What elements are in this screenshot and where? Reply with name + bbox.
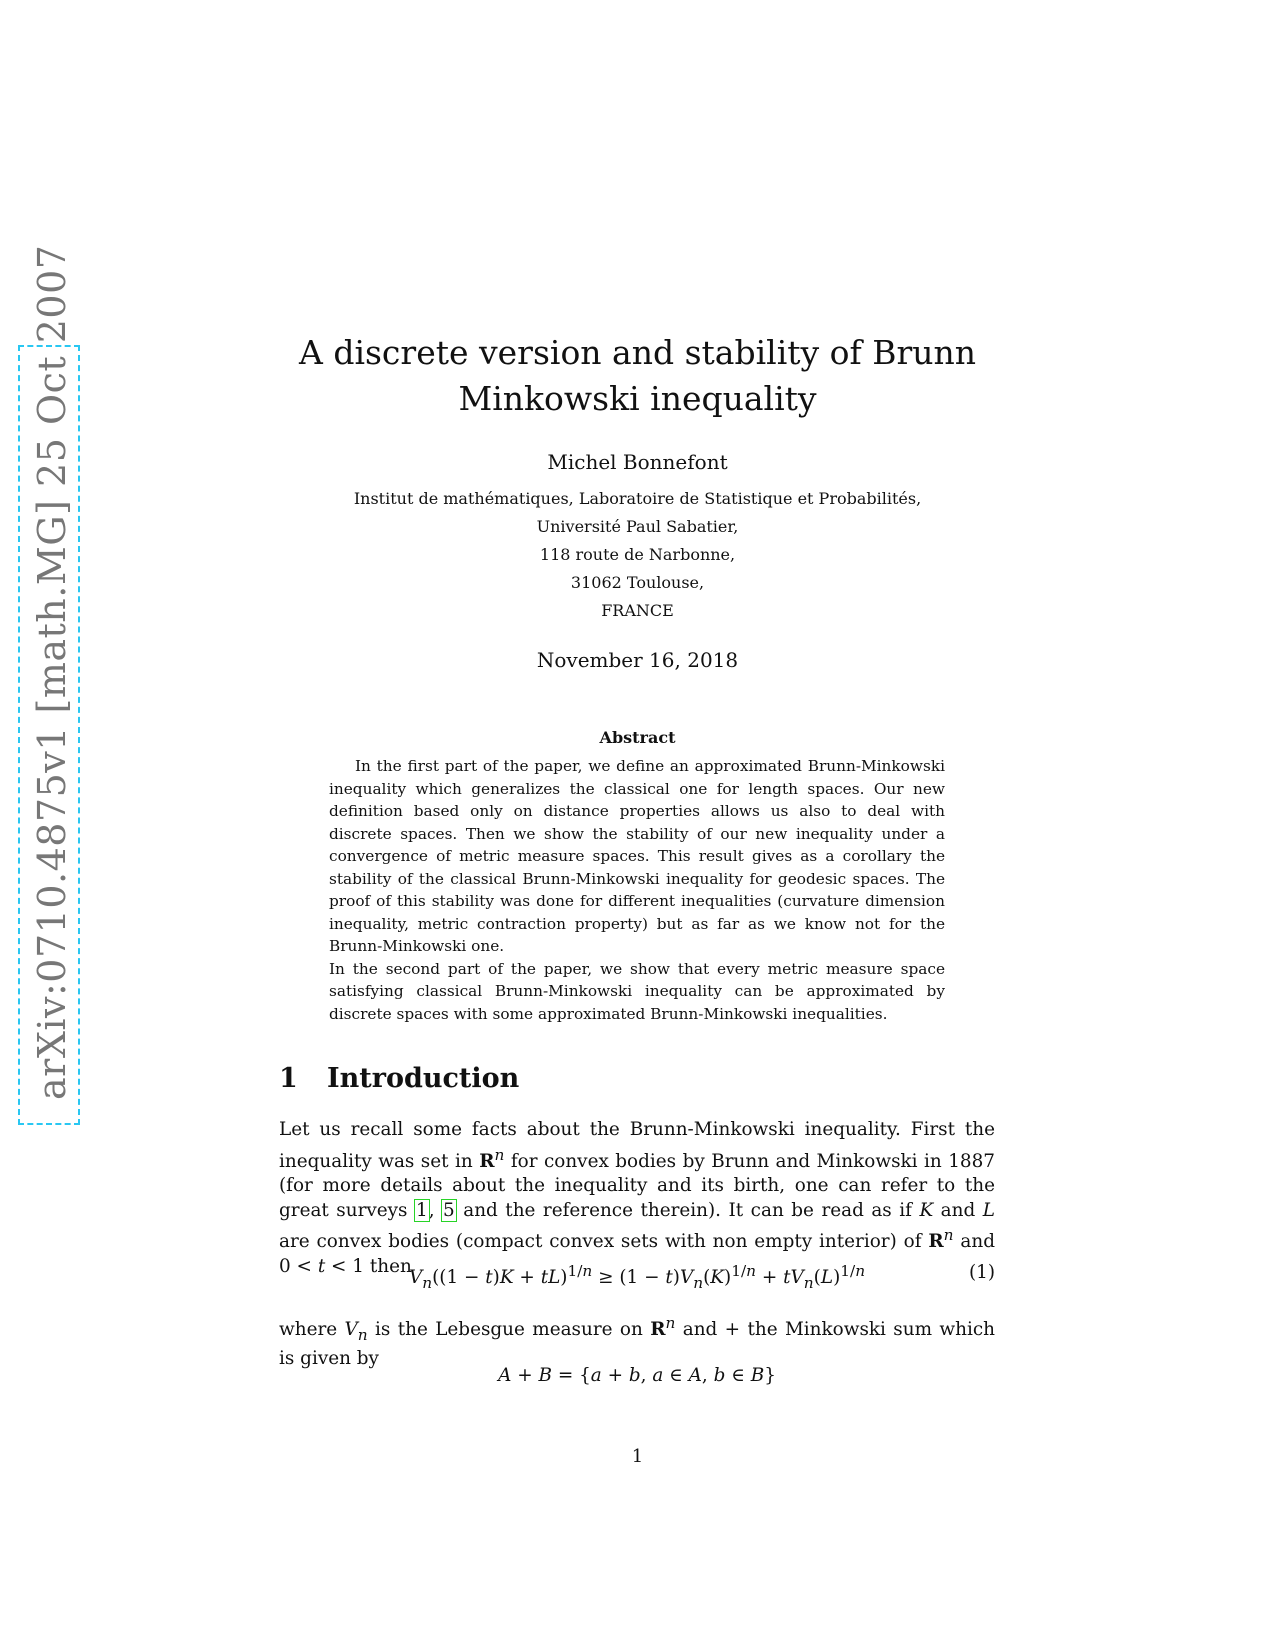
equation-2: A + B = {a + b, a ∈ A, b ∈ B}: [498, 1365, 776, 1386]
affiliation-line: 31062 Toulouse,: [570, 573, 705, 592]
abstract-body: [329, 755, 945, 1025]
section-number: 1: [279, 1063, 298, 1094]
author-name: Michel Bonnefont: [547, 450, 728, 474]
section-heading: [279, 1063, 519, 1094]
paper-date: November 16, 2018: [536, 648, 739, 672]
citation-link[interactable]: 5: [443, 1199, 455, 1221]
abstract-heading: Abstract: [599, 728, 676, 747]
equation-formula: $V_n((1 - t)K + tL)^{1/n} \ge (1 - t)V_n(K)^{1/n} + tV_n(L)^{1/n}$: [408, 1262, 866, 1292]
affiliation: [270, 485, 1005, 625]
abstract-paragraph: In the second part of the paper, we show that every metric measure space satisfying classical Brunn-Minkowski inequality can be approximated by discrete spaces with some approximated Brunn-Minkowski inequalities.: [329, 959, 945, 1023]
body-paragraph: where $V_n$ is the Lebesgue measure on $R^n$ and + the Minkowski sum which is given by: [279, 1314, 995, 1370]
citation-link[interactable]: 1: [415, 1199, 428, 1221]
page-number: 1: [631, 1446, 644, 1467]
affiliation-line: Université Paul Sabatier,: [536, 517, 739, 536]
section-title: Introduction: [327, 1063, 520, 1094]
abstract-paragraph: In the first part of the paper, we define an approximated Brunn-Minkowski inequality which generalizes the classical one for length spaces. Our new definition based only on distance properties allows us also to deal with discrete spaces. Then we show the stability of our new inequality under a convergence of metric measure spaces. This result gives as a corollary the stability of the classical Brunn-Minkowski inequality for geodesic spaces. The proof of this stability was done for different inequalities (curvature dimension inequality, metric contraction property) but as far as we know not for the Brunn-Minkowski one.: [329, 757, 945, 955]
affiliation-line: Institut de mathématiques, Laboratoire de Statistique et Probabilités,: [353, 489, 922, 508]
affiliation-line: FRANCE: [601, 601, 674, 620]
equation-number: (1): [968, 1262, 995, 1283]
paper-title: [270, 330, 1005, 422]
title-line: A discrete version and stability of Brunn: [299, 333, 976, 372]
affiliation-line: 118 route de Narbonne,: [539, 545, 736, 564]
intro-paragraph: Let us recall some facts about the Brunn-Minkowski inequality. First the inequality was set in $R^n$ for convex bodies by Brunn and Minkowski in 1887 (for more details about the inequality and its birth, one can refer to the great surveys 1, 5 and the reference therein). It can be read as if K and L are convex bodies (compact convex sets with non empty interior) of $R^n$ and 0 < t < 1 then: [279, 1119, 995, 1277]
title-line: Minkowski inequality: [458, 379, 817, 418]
arxiv-identifier: arXiv:0710.4875v1 [math.MG] 25 Oct 2007: [30, 244, 74, 1100]
equation-1: [279, 1262, 995, 1292]
